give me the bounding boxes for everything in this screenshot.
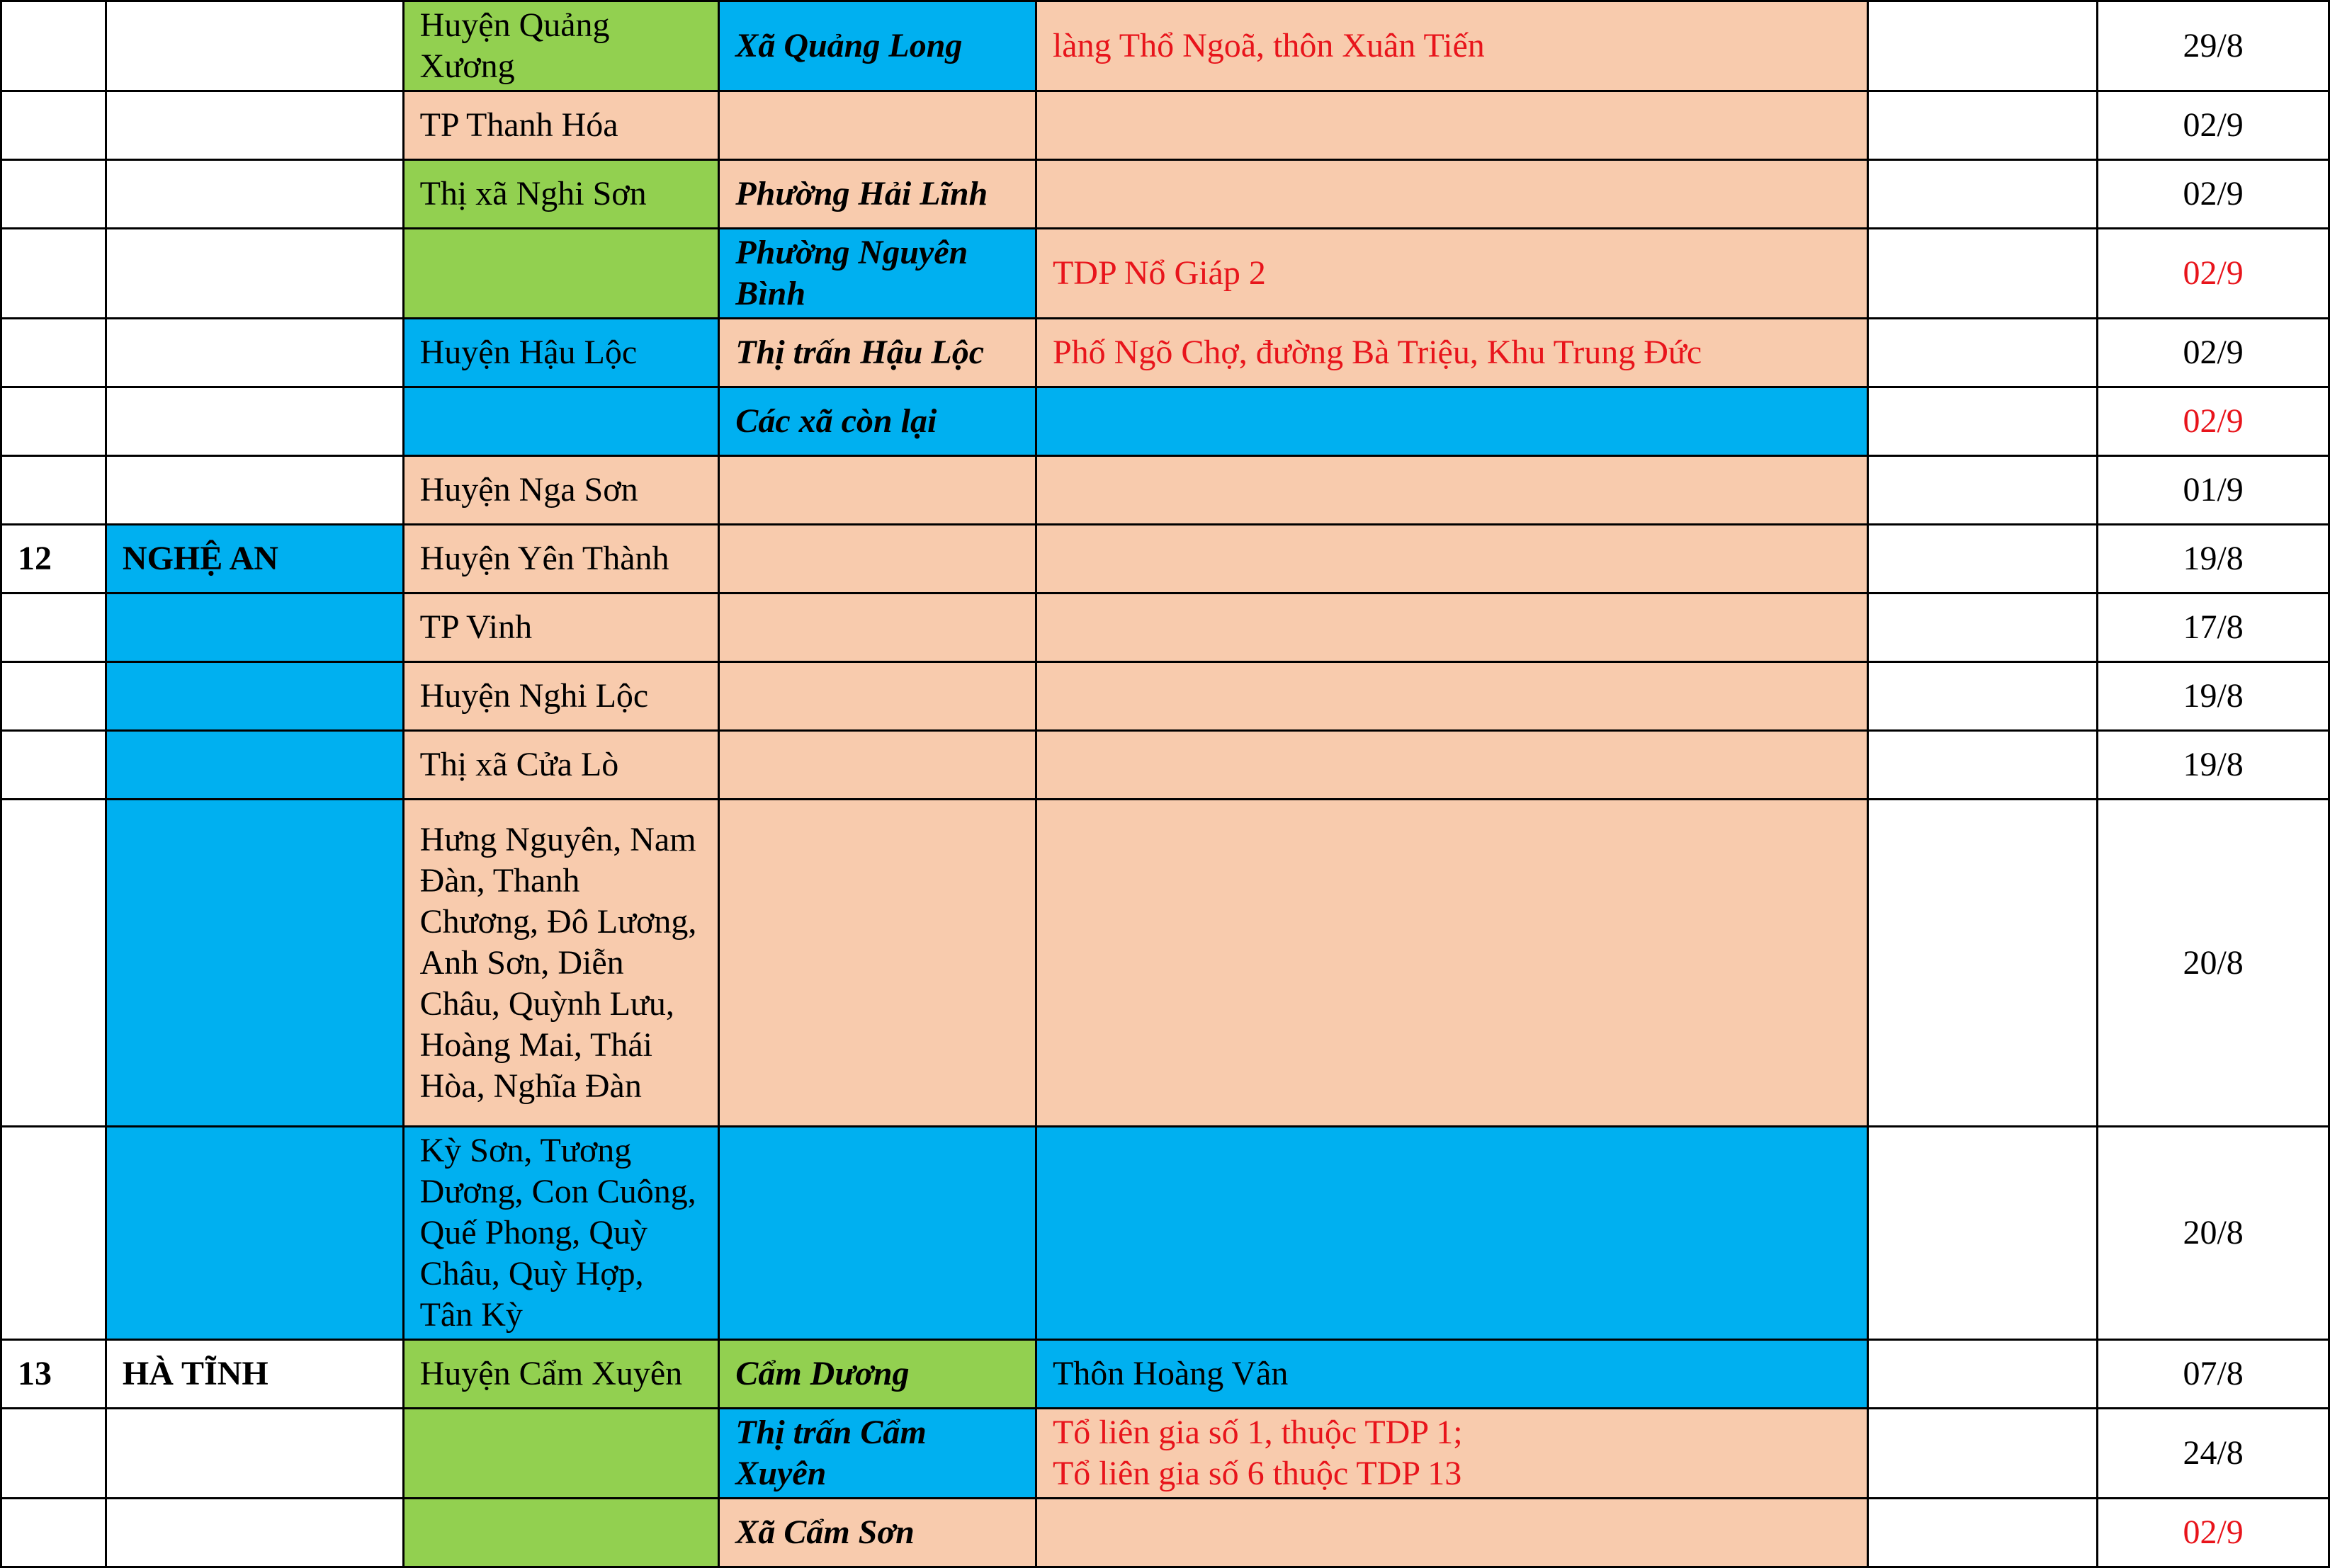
row-number bbox=[1, 593, 106, 662]
empty-cell bbox=[1867, 1499, 2098, 1567]
table-row bbox=[1, 525, 2329, 593]
empty-cell bbox=[1867, 662, 2098, 731]
date-cell: 02/9 bbox=[2098, 229, 2329, 319]
row-number bbox=[1, 1127, 106, 1340]
empty-cell bbox=[1867, 456, 2098, 525]
district-cell: TP Vinh bbox=[403, 593, 719, 662]
empty-cell bbox=[1867, 1127, 2098, 1340]
detail-line: Tổ liên gia số 1, thuộc TDP 1; bbox=[1052, 1414, 1463, 1451]
table-row bbox=[1, 387, 2329, 456]
detail-cell: làng Thổ Ngoã, thôn Xuân Tiến bbox=[1036, 1, 1867, 91]
table-row bbox=[1, 1499, 2329, 1567]
detail-cell bbox=[1036, 1499, 1867, 1567]
district-cell: Huyện Nga Sơn bbox=[403, 456, 719, 525]
province-cell bbox=[106, 319, 403, 387]
date-cell: 02/9 bbox=[2098, 160, 2329, 229]
province-cell: NGHỆ AN bbox=[106, 525, 403, 593]
date-cell: 19/8 bbox=[2098, 525, 2329, 593]
province-cell: HÀ TĨNH bbox=[106, 1340, 403, 1409]
province-cell bbox=[106, 1499, 403, 1567]
date-cell: 20/8 bbox=[2098, 1127, 2329, 1340]
row-number bbox=[1, 1409, 106, 1499]
district-cell: Huyện Quảng Xương bbox=[403, 1, 719, 91]
empty-cell bbox=[1867, 731, 2098, 800]
detail-cell bbox=[1036, 731, 1867, 800]
detail-cell bbox=[1036, 160, 1867, 229]
district-cell: Huyện Cẩm Xuyên bbox=[403, 1340, 719, 1409]
ward-cell bbox=[719, 662, 1036, 731]
district-cell: Kỳ Sơn, Tương Dương, Con Cuông, Quế Phong, Quỳ Châu, Quỳ Hợp, Tân Kỳ bbox=[403, 1127, 719, 1340]
date-cell: 01/9 bbox=[2098, 456, 2329, 525]
ward-cell: Phường Hải Lĩnh bbox=[719, 160, 1036, 229]
detail-line: Tổ liên gia số 6 thuộc TDP 13 bbox=[1052, 1455, 1462, 1492]
detail-cell bbox=[1036, 456, 1867, 525]
detail-cell bbox=[1036, 91, 1867, 160]
row-number bbox=[1, 731, 106, 800]
empty-cell bbox=[1867, 1, 2098, 91]
province-cell bbox=[106, 1127, 403, 1340]
ward-cell bbox=[719, 456, 1036, 525]
district-cell: Huyện Nghi Lộc bbox=[403, 662, 719, 731]
detail-cell bbox=[1036, 1409, 1867, 1499]
detail-cell bbox=[1036, 1127, 1867, 1340]
date-cell: 24/8 bbox=[2098, 1409, 2329, 1499]
empty-cell bbox=[1867, 525, 2098, 593]
row-number bbox=[1, 319, 106, 387]
province-cell bbox=[106, 1, 403, 91]
district-cell bbox=[403, 1499, 719, 1567]
row-number bbox=[1, 1499, 106, 1567]
detail-cell bbox=[1036, 593, 1867, 662]
detail-cell: TDP Nổ Giáp 2 bbox=[1036, 229, 1867, 319]
district-cell: Huyện Hậu Lộc bbox=[403, 319, 719, 387]
province-cell bbox=[106, 1409, 403, 1499]
ward-cell: Các xã còn lại bbox=[719, 387, 1036, 456]
district-cell bbox=[403, 387, 719, 456]
empty-cell bbox=[1867, 1409, 2098, 1499]
province-cell bbox=[106, 160, 403, 229]
ward-cell: Phường Nguyên Bình bbox=[719, 229, 1036, 319]
empty-cell bbox=[1867, 1340, 2098, 1409]
date-cell: 02/9 bbox=[2098, 319, 2329, 387]
row-number bbox=[1, 387, 106, 456]
empty-cell bbox=[1867, 319, 2098, 387]
detail-cell bbox=[1036, 525, 1867, 593]
district-cell bbox=[403, 229, 719, 319]
province-cell bbox=[106, 593, 403, 662]
date-cell: 29/8 bbox=[2098, 1, 2329, 91]
table-row bbox=[1, 800, 2329, 1127]
district-cell: Thị xã Nghi Sơn bbox=[403, 160, 719, 229]
ward-cell: Thị trấn Hậu Lộc bbox=[719, 319, 1036, 387]
table-row bbox=[1, 319, 2329, 387]
table-row bbox=[1, 1340, 2329, 1409]
ward-cell bbox=[719, 525, 1036, 593]
ward-cell: Thị trấn Cẩm Xuyên bbox=[719, 1409, 1036, 1499]
empty-cell bbox=[1867, 229, 2098, 319]
empty-cell bbox=[1867, 160, 2098, 229]
district-cell: Thị xã Cửa Lò bbox=[403, 731, 719, 800]
date-cell: 02/9 bbox=[2098, 1499, 2329, 1567]
district-cell: Huyện Yên Thành bbox=[403, 525, 719, 593]
ward-cell bbox=[719, 1127, 1036, 1340]
ward-cell bbox=[719, 91, 1036, 160]
row-number bbox=[1, 229, 106, 319]
row-number bbox=[1, 456, 106, 525]
row-number bbox=[1, 91, 106, 160]
detail-cell bbox=[1036, 800, 1867, 1127]
row-number bbox=[1, 662, 106, 731]
province-cell bbox=[106, 229, 403, 319]
empty-cell bbox=[1867, 91, 2098, 160]
ward-cell: Cẩm Dương bbox=[719, 1340, 1036, 1409]
table-row bbox=[1, 91, 2329, 160]
detail-cell bbox=[1036, 387, 1867, 456]
table-row bbox=[1, 731, 2329, 800]
empty-cell bbox=[1867, 593, 2098, 662]
empty-cell bbox=[1867, 387, 2098, 456]
table-row bbox=[1, 593, 2329, 662]
row-number: 12 bbox=[1, 525, 106, 593]
district-cell: Hưng Nguyên, Nam Đàn, Thanh Chương, Đô Lương, Anh Sơn, Diễn Châu, Quỳnh Lưu, Hoàng Mai, Thái Hòa, Nghĩa Đàn bbox=[403, 800, 719, 1127]
ward-cell bbox=[719, 800, 1036, 1127]
table-row bbox=[1, 1409, 2329, 1499]
row-number bbox=[1, 1, 106, 91]
province-cell bbox=[106, 456, 403, 525]
date-cell: 19/8 bbox=[2098, 731, 2329, 800]
detail-cell: Thôn Hoàng Vân bbox=[1036, 1340, 1867, 1409]
table-row bbox=[1, 456, 2329, 525]
date-cell: 17/8 bbox=[2098, 593, 2329, 662]
row-number bbox=[1, 800, 106, 1127]
empty-cell bbox=[1867, 800, 2098, 1127]
date-cell: 20/8 bbox=[2098, 800, 2329, 1127]
table-row bbox=[1, 662, 2329, 731]
date-cell: 19/8 bbox=[2098, 662, 2329, 731]
ward-cell bbox=[719, 731, 1036, 800]
date-cell: 02/9 bbox=[2098, 387, 2329, 456]
date-cell: 07/8 bbox=[2098, 1340, 2329, 1409]
district-cell bbox=[403, 1409, 719, 1499]
ward-cell: Xã Quảng Long bbox=[719, 1, 1036, 91]
province-cell bbox=[106, 800, 403, 1127]
province-cell bbox=[106, 731, 403, 800]
table-row bbox=[1, 1, 2329, 91]
table-row bbox=[1, 160, 2329, 229]
district-cell: TP Thanh Hóa bbox=[403, 91, 719, 160]
table-row bbox=[1, 1127, 2329, 1340]
province-cell bbox=[106, 387, 403, 456]
province-cell bbox=[106, 91, 403, 160]
ward-cell bbox=[719, 593, 1036, 662]
detail-cell bbox=[1036, 662, 1867, 731]
row-number bbox=[1, 160, 106, 229]
date-cell: 02/9 bbox=[2098, 91, 2329, 160]
row-number: 13 bbox=[1, 1340, 106, 1409]
detail-cell: Phố Ngõ Chợ, đường Bà Triệu, Khu Trung Đức bbox=[1036, 319, 1867, 387]
province-cell bbox=[106, 662, 403, 731]
table-row bbox=[1, 229, 2329, 319]
ward-cell: Xã Cẩm Sơn bbox=[719, 1499, 1036, 1567]
